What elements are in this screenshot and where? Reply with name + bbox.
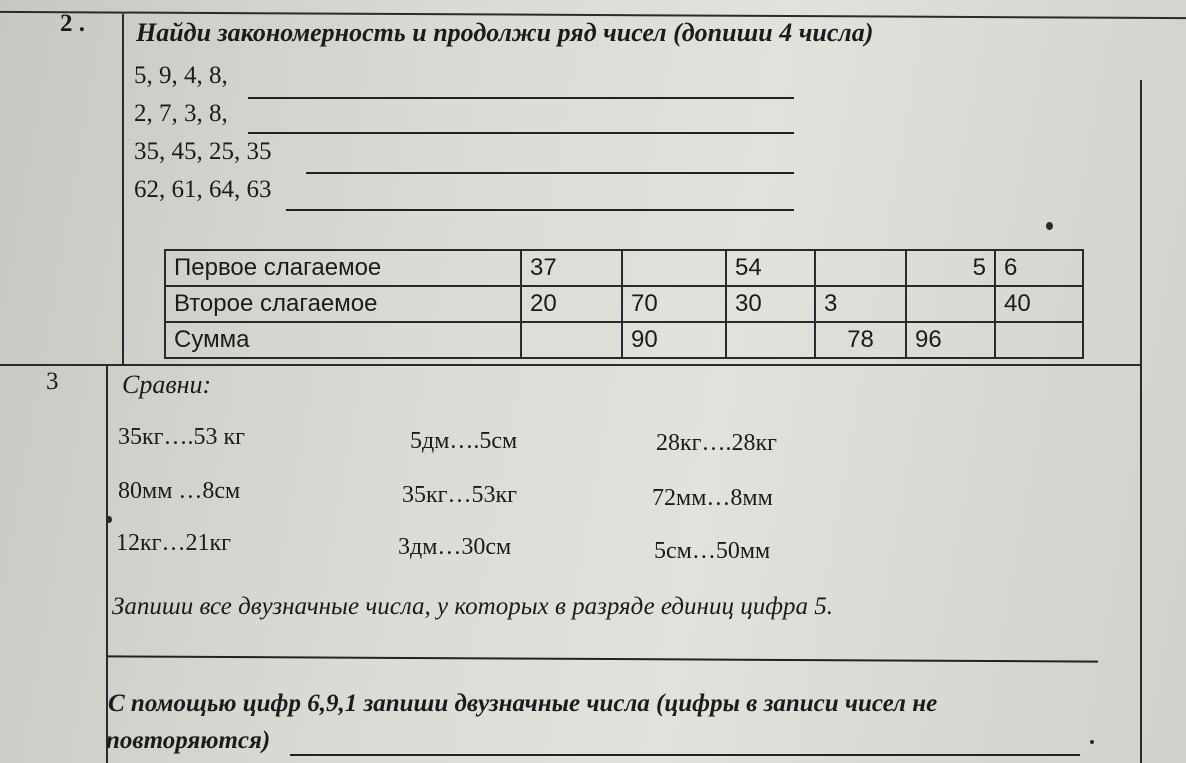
table-cell-empty[interactable] [815, 250, 906, 286]
sequence-4: 62, 61, 64, 63 [134, 176, 272, 203]
table-cell: 6 [995, 250, 1083, 286]
answer-line-5[interactable] [108, 655, 1098, 662]
ink-speck [1046, 222, 1053, 230]
sequence-3: 35, 45, 25, 35 [134, 138, 272, 165]
comparison-item: 5дм….5см [410, 428, 518, 454]
table-row [165, 250, 1083, 286]
comparison-item: 35кг…53кг [402, 482, 518, 508]
answer-line-3[interactable] [306, 172, 794, 174]
answer-line-2[interactable] [248, 132, 794, 134]
answer-line-4[interactable] [286, 209, 794, 211]
comparison-item: 72мм…8мм [652, 485, 773, 511]
row-label: Второе слагаемое [165, 286, 521, 322]
ink-speck [1090, 740, 1094, 744]
answer-line-6[interactable] [290, 754, 1080, 756]
table-cell: 90 [622, 322, 726, 358]
table-cell: 37 [521, 250, 622, 286]
ink-speck [106, 516, 112, 523]
table-cell-empty[interactable] [995, 322, 1083, 358]
addition-table [164, 249, 1084, 359]
table-cell-empty[interactable] [726, 322, 815, 358]
sequence-2: 2, 7, 3, 8, [134, 100, 228, 127]
comparison-item: 12кг…21кг [116, 530, 232, 556]
section-divider [0, 364, 1142, 366]
table-cell-empty[interactable] [521, 322, 622, 358]
table-cell-empty[interactable] [622, 250, 726, 286]
comparison-item: 80мм …8см [118, 478, 241, 504]
task-two-digit-numbers: Запиши все двузначные числа, у которых в разряде единиц цифра 5. [112, 593, 833, 620]
table-cell-empty[interactable] [906, 286, 995, 322]
table-row [165, 322, 1083, 358]
comparison-item: 28кг….28кг [656, 430, 778, 456]
table-cell: 40 [995, 286, 1083, 322]
table-cell: 96 [906, 322, 995, 358]
table-cell: 20 [521, 286, 622, 322]
task2-number: 2 . [60, 10, 85, 37]
comparison-item: 35кг….53 кг [118, 424, 246, 450]
right-border [1140, 80, 1142, 763]
row-label: Сумма [165, 322, 521, 358]
sequence-1: 5, 9, 4, 8, [134, 62, 228, 89]
task2-title: Найди закономерность и продолжи ряд чисел (допиши 4 числа) [136, 18, 874, 47]
task3-title: Сравни: [122, 370, 212, 399]
task3-number: 3 [46, 368, 59, 395]
number-column-divider-top [122, 14, 124, 364]
answer-line-1[interactable] [248, 97, 794, 99]
table-cell: 30 [726, 286, 815, 322]
row-label: Первое слагаемое [165, 250, 521, 286]
comparison-item: 5см…50мм [654, 538, 771, 564]
task-digits-line-1: С помощью цифр 6,9,1 запиши двузначные числа (цифры в записи чисел не [108, 690, 938, 717]
table-row [165, 286, 1083, 322]
table-cell: 78 [815, 322, 906, 358]
task-digits-line-2: повторяются) [106, 727, 271, 754]
table-cell: 70 [622, 286, 726, 322]
table-cell: 54 [726, 250, 815, 286]
table-cell: 3 [815, 286, 906, 322]
table-cell: 5 [906, 250, 995, 286]
comparison-item: 3дм…30см [398, 534, 512, 560]
